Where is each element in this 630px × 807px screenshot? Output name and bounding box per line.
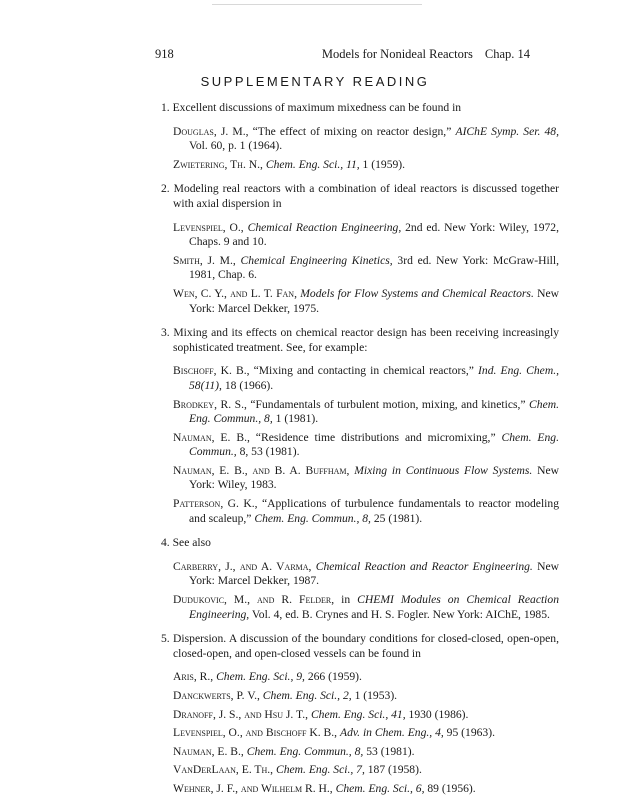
reference-list: [161, 560, 559, 622]
reference-entry: [161, 464, 559, 493]
reference-source: Mixing in Continuous Flow Systems.: [354, 463, 533, 477]
reference-author: Aris, R.,: [173, 670, 214, 684]
reference-details: 1 (1953).: [351, 689, 398, 702]
reference-entry: [161, 398, 559, 427]
reference-source: Chem. Eng. Sci., 7,: [275, 763, 365, 777]
reference-author: Danckwerts, P. V.,: [173, 689, 260, 702]
reference-details: New York: Marcel Dekker, 1975.: [189, 286, 559, 315]
reference-entry: [161, 497, 559, 526]
reference-author: Levenspiel, O.,: [173, 220, 244, 234]
reading-section: [161, 632, 559, 796]
reference-author: Dudukovic, M., and R. Felder,: [173, 593, 335, 607]
reference-source: Chem. Eng. Commun.,: [189, 430, 559, 459]
reference-details: 95 (1963).: [443, 726, 495, 740]
reference-entry: [161, 254, 559, 283]
reference-details: 25 (1981).: [370, 511, 423, 525]
reference-entry: [161, 689, 559, 704]
reference-entry: [161, 560, 559, 589]
reference-details: 89 (1956).: [424, 781, 476, 795]
reference-author: Wehner, J. F., and Wilhelm R. H.,: [173, 781, 333, 795]
reference-entry: [161, 745, 559, 760]
section-intro: 2. Modeling real reactors with a combination of ideal reactors is discussed together with axial dispersion in: [161, 182, 559, 210]
reference-author: Douglas, J. M.,: [173, 124, 249, 138]
reading-section: [161, 536, 559, 622]
reading-section: [161, 326, 559, 526]
reference-author: Zwietering, Th. N.,: [173, 157, 263, 171]
reference-entry: [161, 158, 559, 173]
reference-text: “Fundamentals of turbulent motion, mixing, and kinetics,”: [246, 397, 530, 411]
reference-entry: [161, 763, 559, 778]
reference-author: Bischoff, K. B.,: [173, 364, 250, 378]
top-rule: [212, 4, 422, 5]
reference-entry: [161, 670, 559, 685]
reference-source: Chem. Eng. Commun., 8,: [189, 397, 559, 426]
reference-details: 53 (1981).: [363, 744, 415, 758]
reading-list: [161, 101, 559, 807]
reference-author: Wen, C. Y., and L. T. Fan,: [173, 286, 297, 300]
reference-source: Chemical Reaction and Reactor Engineering.: [315, 559, 533, 573]
reference-details: Vol. 60, p. 1 (1964).: [189, 139, 283, 153]
reference-source: Chemical Engineering Kinetics,: [240, 253, 393, 267]
reference-details: 266 (1959).: [304, 670, 362, 684]
running-title: [322, 47, 530, 62]
reference-source: AIChE Symp. Ser. 48,: [455, 124, 560, 138]
reference-author: Nauman, E. B., and B. A. Buffham,: [173, 463, 350, 477]
reference-author: VanDerLaan, E. Th.,: [173, 763, 274, 777]
reference-text: “Applications of turbulence fundamentals to reactor modeling and scaleup,”: [189, 497, 559, 525]
reference-source: Chem. Eng. Sci., 41,: [310, 707, 406, 721]
reference-source: Chem. Eng. Sci., 9,: [216, 670, 305, 684]
reference-entry: [161, 221, 559, 250]
reference-source: Chem. Eng. Commun., 8,: [254, 511, 371, 525]
reference-source: Chemical Reaction Engineering,: [247, 220, 402, 234]
reference-list: [161, 670, 559, 796]
reference-source: Chem. Eng. Sci., 6,: [335, 781, 425, 795]
reference-entry: [161, 431, 559, 460]
reference-source: Chem. Eng. Sci., 11,: [265, 157, 360, 171]
reference-details: 187 (1958).: [364, 763, 422, 777]
reference-source: Ind. Eng. Chem., 58(11),: [189, 364, 559, 392]
section-intro: 5. Dispersion. A discussion of the boundary conditions for closed-closed, open-open, closed-open, and open-closed vessels can be found in: [161, 632, 559, 660]
reference-entry: [161, 726, 559, 741]
reference-source: Adv. in Chem. Eng., 4,: [339, 726, 444, 740]
reference-entry: [161, 125, 559, 154]
reference-source: CHEMI Modules on Chemical Reaction Engineering,: [189, 593, 559, 621]
reference-author: Dranoff, J. S., and Hsu J. T.,: [173, 707, 309, 721]
reference-text: “The effect of mixing on reactor design,”: [248, 124, 456, 138]
reference-details: 18 (1966).: [221, 378, 274, 392]
reference-list: [161, 221, 559, 317]
reading-section: [161, 101, 559, 172]
reference-details: 1930 (1986).: [405, 707, 469, 721]
reference-author: Nauman, E. B.,: [173, 744, 244, 758]
page-number: 918: [155, 47, 174, 61]
reference-details: 3rd ed. New York: McGraw-Hill, 1981, Chap. 6.: [189, 253, 560, 282]
reference-author: Carberry, J., and A. Varma,: [173, 559, 312, 573]
reference-details: 1 (1959).: [359, 157, 406, 171]
reference-text: “Mixing and contacting in chemical reactors,”: [249, 364, 479, 378]
section-intro: 1. Excellent discussions of maximum mixedness can be found in: [161, 101, 462, 114]
reading-section: [161, 182, 559, 316]
chapter-label: Chap. 14: [484, 47, 530, 61]
reference-source: Models for Flow Systems and Chemical Reactors.: [300, 286, 534, 300]
section-title: SUPPLEMENTARY READING: [200, 74, 430, 89]
reference-text: in: [334, 593, 358, 607]
reference-details: 8, 53 (1981).: [236, 445, 300, 459]
reference-entry: [161, 708, 559, 723]
reference-list: [161, 364, 559, 526]
reference-details: New York: Marcel Dekker, 1987.: [189, 559, 560, 588]
reference-author: Patterson, G. K.,: [173, 497, 258, 511]
reference-details: Vol. 4, ed. B. Crynes and H. S. Fogler. New York: AIChE, 1985.: [249, 607, 550, 621]
reference-source: Chem. Eng. Commun., 8,: [246, 744, 364, 758]
reference-author: Smith, J. M.,: [173, 253, 236, 267]
reference-entry: [161, 364, 559, 393]
reference-entry: [161, 593, 559, 622]
section-intro: 3. Mixing and its effects on chemical reactor design has been receiving increasingly sophisticated treatment. See, for example:: [161, 326, 559, 354]
section-intro: 4. See also: [161, 536, 211, 550]
reference-author: Levenspiel, O., and Bischoff K. B.,: [173, 726, 338, 740]
reference-details: 2nd ed. New York: Wiley, 1972, Chaps. 9 and 10.: [189, 220, 559, 249]
reference-list: [161, 125, 559, 173]
reference-entry: [161, 782, 559, 797]
reference-details: 1 (1981).: [272, 412, 319, 426]
reference-details: New York: Wiley, 1983.: [189, 463, 559, 492]
reference-author: Brodkey, R. S.,: [173, 397, 247, 411]
reference-entry: [161, 287, 559, 316]
reference-author: Nauman, E. B.,: [173, 430, 250, 444]
reference-source: Chem. Eng. Sci., 2,: [262, 689, 352, 702]
reference-text: “Residence time distributions and micromixing,”: [249, 430, 502, 444]
running-title-text: Models for Nonideal Reactors: [321, 47, 473, 61]
running-header: [155, 47, 530, 63]
